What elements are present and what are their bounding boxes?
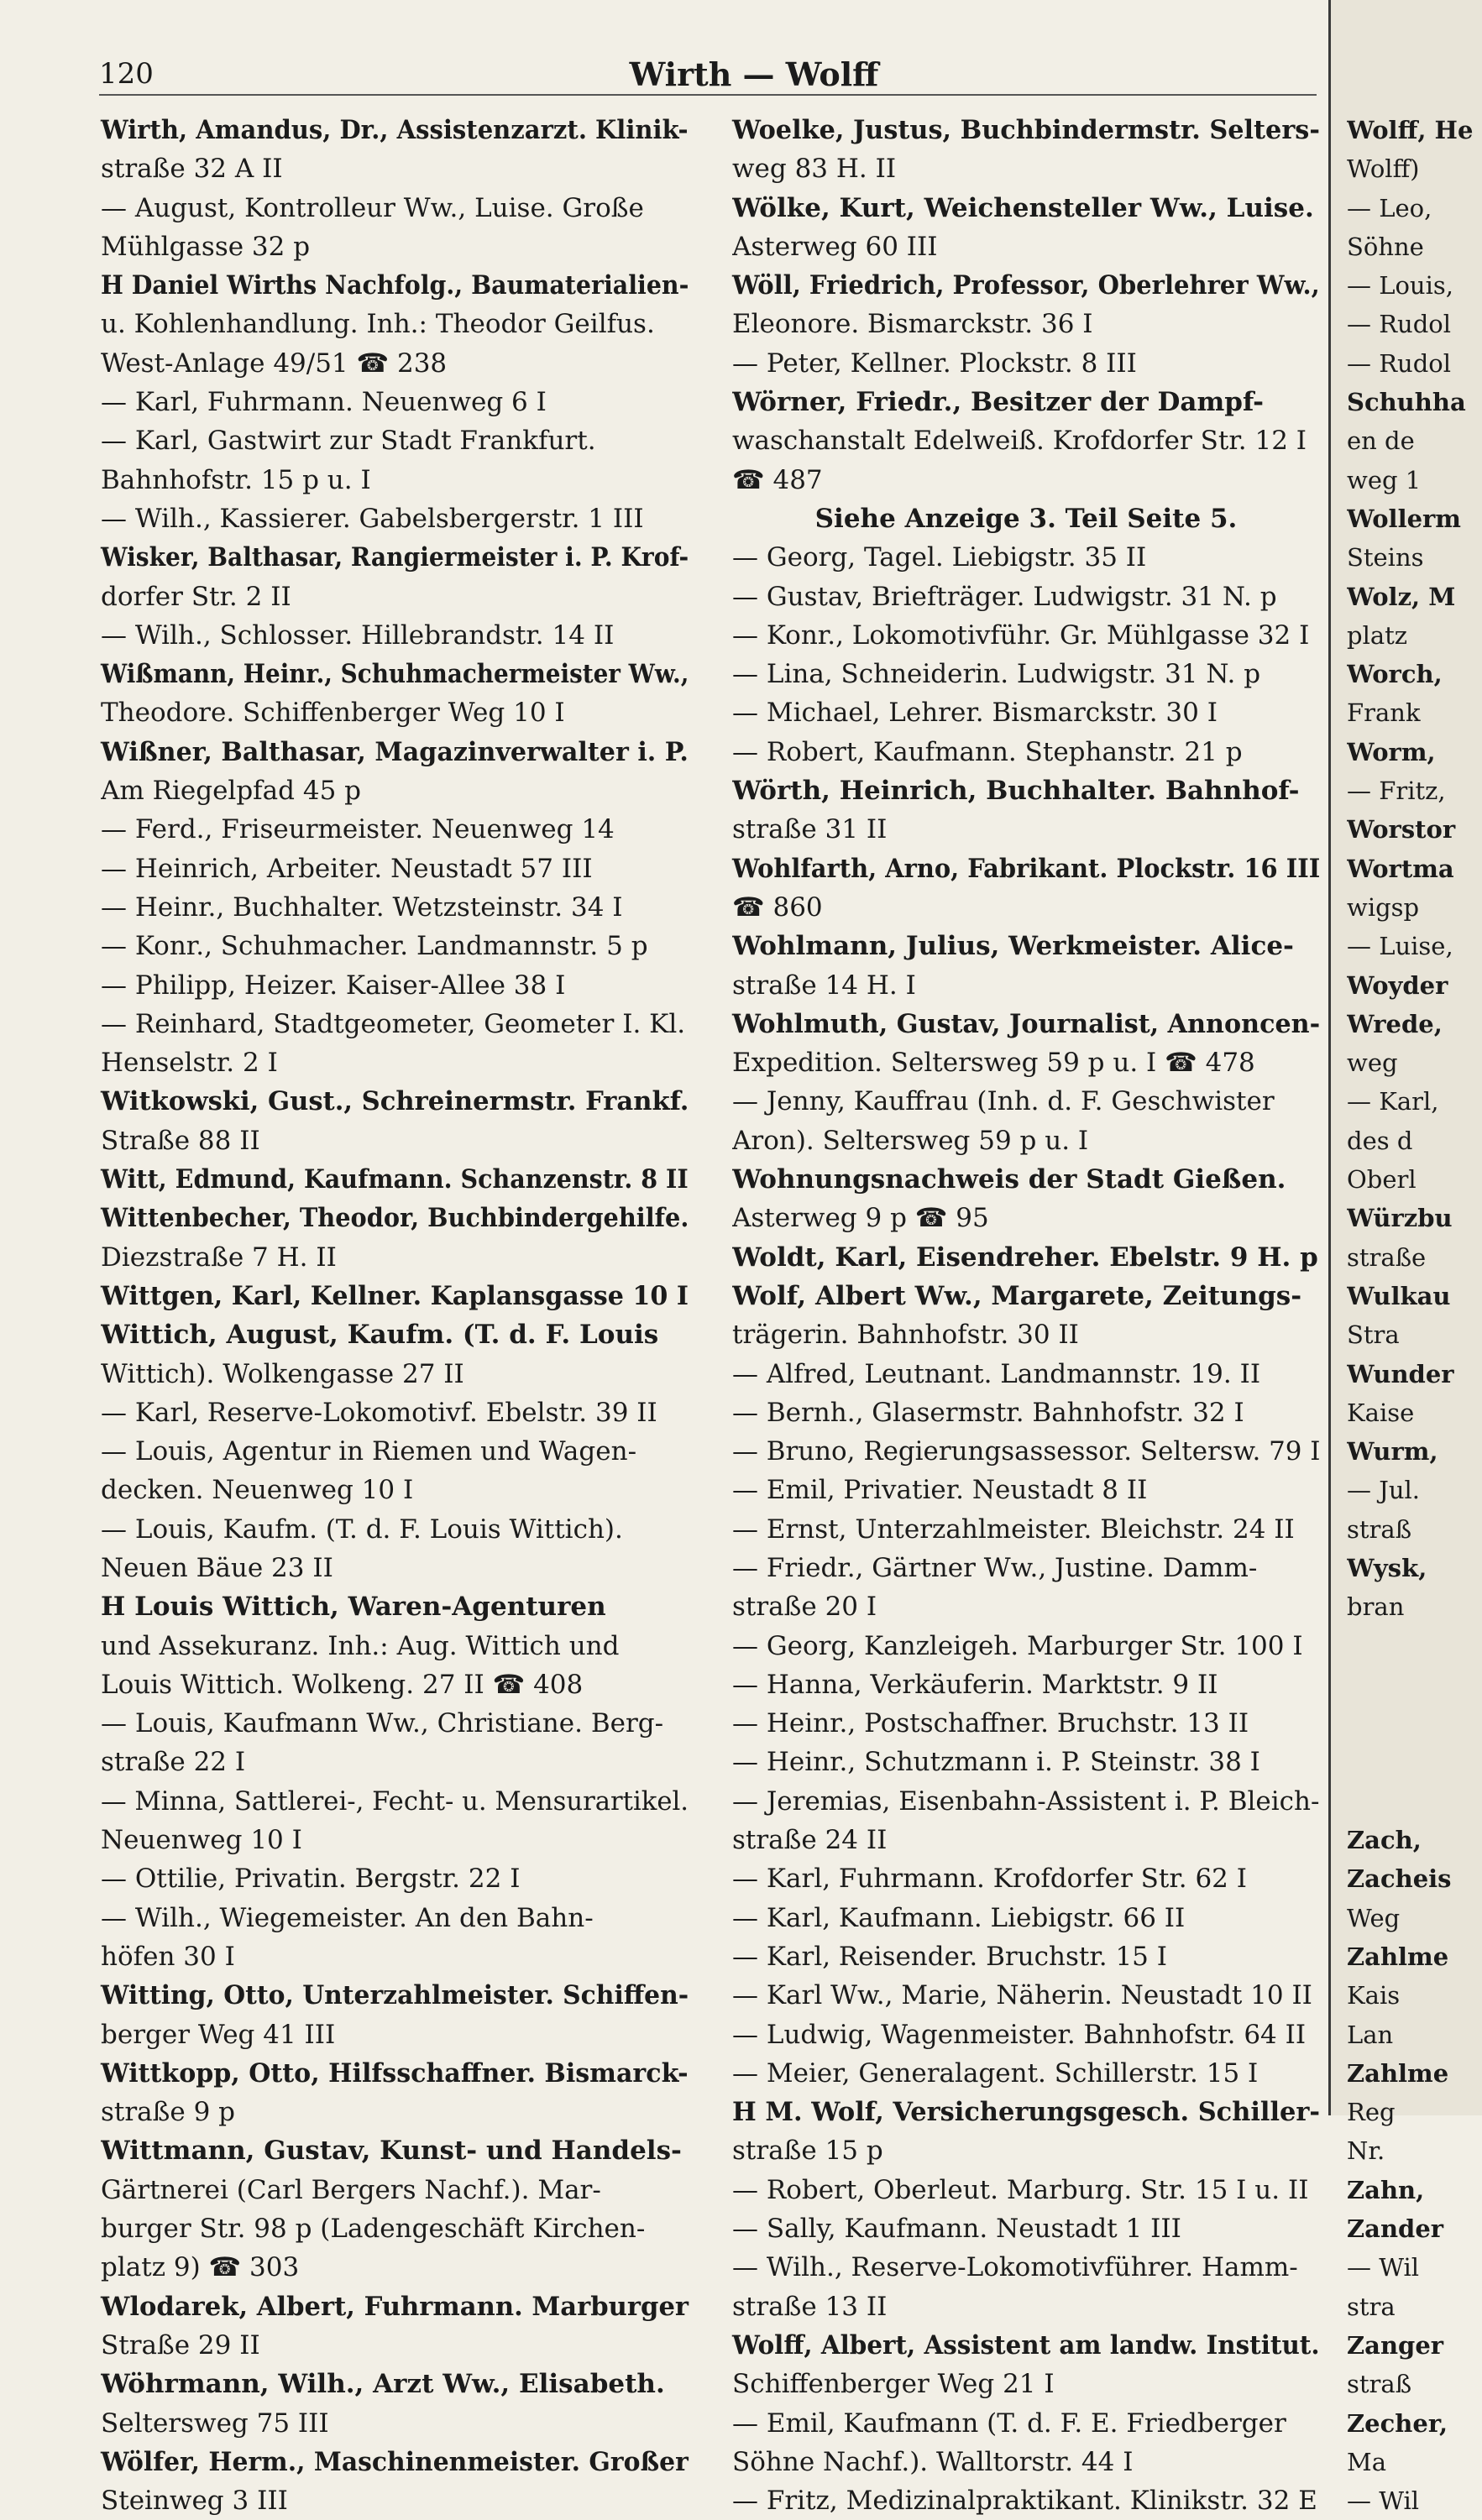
- adjacent-page-column: [1347, 111, 1482, 2520]
- entry-line: Worch,: [1347, 660, 1443, 689]
- entry-line: Diezstraße 7 H. II: [101, 1242, 337, 1273]
- page-header: [99, 50, 1317, 97]
- entry-line: — Ferd., Friseurmeister. Neuenweg 14: [101, 814, 615, 845]
- entry-line: Straße 88 II: [101, 1125, 260, 1156]
- entry-line: Worstor: [1347, 815, 1456, 844]
- entry-line: Zecher,: [1347, 2408, 1448, 2438]
- entry-line: — Karl, Gastwirt zur Stadt Frankfurt.: [101, 426, 596, 457]
- entry-line: Aron). Seltersweg 59 p u. I: [732, 1125, 1089, 1156]
- entry-line: — Reinhard, Stadtgeometer, Geometer I. Kl.: [101, 1008, 686, 1039]
- entry-line: — Heinrich, Arbeiter. Neustadt 57 III: [101, 853, 593, 884]
- entry-line: Witting, Otto, Unterzahlmeister. Schiffen-: [101, 1980, 689, 2011]
- entry-line: — Georg, Kanzleigeh. Marburger Str. 100 I: [732, 1630, 1303, 1661]
- entry-line: Louis Wittich. Wolkeng. 27 II ☎ 408: [101, 1669, 584, 1700]
- left-column: [101, 111, 689, 2520]
- entry-line: — Wilh., Reserve-Lokomotivführer. Hamm-: [732, 2252, 1298, 2283]
- entry-line: — Karl, Reisender. Bruchstr. 15 I: [732, 1941, 1167, 1972]
- entry-line: weg 1: [1347, 465, 1422, 494]
- entry-line: ☎ 860: [732, 891, 823, 923]
- entry-line: — Leo,: [1347, 193, 1432, 222]
- entry-line: Wysk,: [1347, 1553, 1427, 1582]
- entry-line: Reg: [1347, 2098, 1396, 2127]
- entry-line: burger Str. 98 p (Ladengeschäft Kirchen-: [101, 2214, 646, 2245]
- entry-line: Zahlme: [1347, 2058, 1449, 2088]
- entry-line: Wißner, Balthasar, Magazinverwalter i. P.: [101, 736, 689, 767]
- entry-line: — Hanna, Verkäuferin. Marktstr. 9 II: [732, 1669, 1218, 1700]
- entry-line: platz 9) ☎ 303: [101, 2252, 300, 2283]
- entry-line: Zach,: [1347, 1826, 1422, 1855]
- entry-line: Wohlmann, Julius, Werkmeister. Alice-: [732, 931, 1294, 962]
- entry-line: — August, Kontrolleur Ww., Luise. Große: [101, 192, 644, 223]
- entry-line: Witkowski, Gust., Schreinermstr. Frankf.: [101, 1086, 689, 1117]
- entry-line: ☎ 487: [732, 464, 823, 495]
- entry-line: — Rudol: [1347, 348, 1452, 378]
- entry-line: — Wilh., Wiegemeister. An den Bahn-: [101, 1902, 594, 1933]
- entry-line: — Peter, Kellner. Plockstr. 8 III: [732, 348, 1137, 379]
- entry-line: Schiffenberger Weg 21 I: [732, 2369, 1055, 2400]
- entry-line: Wlodarek, Albert, Fuhrmann. Marburger: [101, 2291, 689, 2322]
- entry-line: — Karl, Reserve-Lokomotivf. Ebelstr. 39 II: [101, 1397, 657, 1428]
- entry-line: — Bruno, Regierungsassessor. Seltersw. 79 I: [732, 1436, 1321, 1467]
- entry-line: straß: [1347, 1514, 1412, 1544]
- entry-line: decken. Neuenweg 10 I: [101, 1475, 414, 1506]
- entry-line: waschanstalt Edelweiß. Krofdorfer Str. 12 I: [732, 426, 1307, 457]
- entry-line: — Louis, Agentur in Riemen und Wagen-: [101, 1436, 637, 1467]
- entry-line: Wölfer, Herm., Maschinenmeister. Großer: [101, 2446, 689, 2477]
- entry-line: [1347, 1665, 1482, 1704]
- entry-line: Wittich, August, Kaufm. (T. d. F. Louis: [101, 1320, 659, 1351]
- entry-line: — Bernh., Glasermstr. Bahnhofstr. 32 I: [732, 1397, 1244, 1428]
- entry-line: Wittgen, Karl, Kellner. Kaplansgasse 10 I: [101, 1280, 689, 1311]
- entry-line: Wißmann, Heinr., Schuhmachermeister Ww.,: [101, 659, 689, 690]
- entry-line: — Lina, Schneiderin. Ludwigstr. 31 N. p: [732, 659, 1261, 690]
- entry-line: Steins: [1347, 543, 1424, 572]
- entry-line: Wulkau: [1347, 1281, 1451, 1310]
- entry-line: straße 13 II: [732, 2291, 888, 2322]
- entry-line: Kais: [1347, 1981, 1401, 2010]
- running-title: Wirth — Wolff: [629, 55, 879, 93]
- entry-line: Wörner, Friedr., Besitzer der Dampf-: [732, 387, 1265, 418]
- entry-line: Asterweg 60 III: [732, 231, 938, 262]
- entry-line: Wolff, Albert, Assistent am landw. Institut.: [732, 2329, 1320, 2361]
- entry-line: — Emil, Kaufmann (T. d. F. E. Friedberger: [732, 2408, 1286, 2439]
- entry-line: Weg: [1347, 1903, 1401, 1932]
- entry-line: H Louis Wittich, Waren-Agenturen: [101, 1592, 606, 1623]
- entry-line: bran: [1347, 1592, 1405, 1622]
- middle-column: [732, 111, 1320, 2520]
- entry-line: Theodore. Schiffenberger Weg 10 I: [101, 698, 565, 729]
- entry-line: [1347, 1704, 1482, 1743]
- entry-line: — Fritz, Medizinalpraktikant. Klinikstr. 32 E: [732, 2486, 1317, 2517]
- entry-line: — Robert, Kaufmann. Stephanstr. 21 p: [732, 736, 1243, 767]
- entry-line: — Luise,: [1347, 932, 1453, 961]
- entry-line: Wohlfarth, Arno, Fabrikant. Plockstr. 16 III: [732, 853, 1321, 884]
- entry-line: Schuhha: [1347, 388, 1466, 417]
- entry-line: Wittich). Wolkengasse 27 II: [101, 1358, 464, 1389]
- entry-line: — Ludwig, Wagenmeister. Bahnhofstr. 64 II: [732, 2019, 1307, 2050]
- entry-line: Am Riegelpfad 45 p: [101, 776, 361, 807]
- entry-line: — Wil: [1347, 2486, 1420, 2516]
- entry-line: [1347, 1743, 1482, 1781]
- entry-line: Bahnhofstr. 15 p u. I: [101, 464, 371, 495]
- entry-line: wigsp: [1347, 892, 1420, 922]
- entry-line: straße 9 p: [101, 2097, 235, 2128]
- entry-line: Oberl: [1347, 1165, 1417, 1195]
- entry-line: — Sally, Kaufmann. Neustadt 1 III: [732, 2214, 1181, 2245]
- entry-line: West-Anlage 49/51 ☎ 238: [101, 348, 448, 379]
- entry-line: — Robert, Oberleut. Marburg. Str. 15 I u. II: [732, 2174, 1309, 2205]
- entry-line: Zahlme: [1347, 1942, 1449, 1971]
- entry-line: Zander: [1347, 2214, 1444, 2244]
- entry-line: Frank: [1347, 698, 1421, 728]
- entry-line: straße 14 H. I: [732, 970, 916, 1001]
- entry-line: — Ottilie, Privatin. Bergstr. 22 I: [101, 1864, 521, 1895]
- page-number: 120: [99, 57, 154, 91]
- entry-line: straße 22 I: [101, 1747, 246, 1778]
- entry-line: Zanger: [1347, 2330, 1444, 2360]
- entry-line: berger Weg 41 III: [101, 2019, 336, 2050]
- entry-line: Wittkopp, Otto, Hilfsschaffner. Bismarck-: [101, 2057, 689, 2089]
- entry-line: [1347, 1782, 1482, 1821]
- entry-line: Wöhrmann, Wilh., Arzt Ww., Elisabeth.: [101, 2369, 665, 2400]
- entry-line: Wolf, Albert Ww., Margarete, Zeitungs-: [732, 1280, 1302, 1311]
- entry-line: Stra: [1347, 1320, 1400, 1350]
- entry-line: straße 24 II: [732, 1825, 888, 1856]
- entry-line: — Fritz,: [1347, 776, 1446, 806]
- entry-line: trägerin. Bahnhofstr. 30 II: [732, 1320, 1079, 1351]
- entry-line: — Meier, Generalagent. Schillerstr. 15 I: [732, 2057, 1259, 2089]
- entry-line: — Georg, Tagel. Liebigstr. 35 II: [732, 542, 1147, 573]
- entry-line: — Louis,: [1347, 271, 1453, 301]
- entry-line: straß: [1347, 2370, 1412, 2399]
- entry-line: Wittenbecher, Theodor, Buchbindergehilfe.: [101, 1203, 689, 1234]
- entry-line: Wölke, Kurt, Weichensteller Ww., Luise.: [732, 192, 1314, 223]
- entry-line: dorfer Str. 2 II: [101, 581, 291, 612]
- entry-line: Zahn,: [1347, 2175, 1425, 2204]
- entry-line: Wohnungsnachweis der Stadt Gießen.: [732, 1164, 1286, 1195]
- entry-line: Henselstr. 2 I: [101, 1048, 278, 1079]
- entry-line: — Louis, Kaufm. (T. d. F. Louis Wittich).: [101, 1514, 623, 1545]
- entry-line: platz: [1347, 620, 1408, 650]
- entry-line: Wurm,: [1347, 1437, 1438, 1467]
- entry-line: — Rudol: [1347, 310, 1452, 339]
- entry-line: H M. Wolf, Versicherungsgesch. Schiller-: [732, 2097, 1321, 2128]
- entry-line: Mühlgasse 32 p: [101, 231, 311, 262]
- entry-line: — Wilh., Kassierer. Gabelsbergerstr. 1 III: [101, 503, 644, 534]
- entry-line: Wolff): [1347, 154, 1420, 184]
- entry-line: — Alfred, Leutnant. Landmannstr. 19. II: [732, 1358, 1261, 1389]
- entry-line: — Jenny, Kauffrau (Inh. d. F. Geschwister: [732, 1086, 1275, 1117]
- entry-line: en de: [1347, 426, 1415, 456]
- entry-line: — Konr., Schuhmacher. Landmannstr. 5 p: [101, 931, 648, 962]
- entry-line: — Louis, Kaufmann Ww., Christiane. Berg-: [101, 1708, 664, 1739]
- entry-line: straße 31 II: [732, 814, 888, 845]
- entry-line: Worm,: [1347, 737, 1436, 766]
- entry-line: höfen 30 I: [101, 1941, 235, 1972]
- entry-line: — Karl, Fuhrmann. Neuenweg 6 I: [101, 387, 547, 418]
- entry-line: — Karl, Kaufmann. Liebigstr. 66 II: [732, 1902, 1186, 1933]
- entry-line: — Karl Ww., Marie, Näherin. Neustadt 10 II: [732, 1980, 1312, 2011]
- entry-line: weg 83 H. II: [732, 154, 897, 185]
- entry-line: — Jeremias, Eisenbahn-Assistent i. P. Bleich-: [732, 1785, 1320, 1817]
- entry-line: — Karl,: [1347, 1087, 1439, 1116]
- entry-line: Wörth, Heinrich, Buchhalter. Bahnhof-: [732, 776, 1300, 807]
- entry-line: — Heinr., Buchhalter. Wetzsteinstr. 34 I: [101, 891, 623, 923]
- entry-line: — Minna, Sattlerei-, Fecht- u. Mensurartikel.: [101, 1785, 689, 1817]
- entry-line: straße: [1347, 1242, 1427, 1272]
- entry-line: — Wil: [1347, 2253, 1420, 2282]
- entry-line: Wollerm: [1347, 504, 1461, 533]
- entry-line: — Friedr., Gärtner Ww., Justine. Damm-: [732, 1552, 1258, 1583]
- entry-line: stra: [1347, 2292, 1396, 2321]
- entry-line: Asterweg 9 p ☎ 95: [732, 1203, 989, 1234]
- entry-line: straße 15 p: [732, 2136, 883, 2167]
- entry-line: Söhne Nachf.). Walltorstr. 44 I: [732, 2446, 1134, 2477]
- entry-line: Wunder: [1347, 1359, 1454, 1388]
- entry-line: — Michael, Lehrer. Bismarckstr. 30 I: [732, 698, 1218, 729]
- entry-line: Söhne: [1347, 232, 1424, 261]
- entry-line: Nr.: [1347, 2136, 1385, 2166]
- entry-line: — Ernst, Unterzahlmeister. Bleichstr. 24 II: [732, 1514, 1295, 1545]
- entry-line: Neuen Bäue 23 II: [101, 1552, 333, 1583]
- entry-line: — Heinr., Postschaffner. Bruchstr. 13 II: [732, 1708, 1249, 1739]
- entry-line: Siehe Anzeige 3. Teil Seite 5.: [814, 503, 1238, 534]
- entry-line: Steinweg 3 III: [101, 2486, 288, 2517]
- entry-line: Wittmann, Gustav, Kunst- und Handels-: [101, 2136, 682, 2167]
- entry-line: — Karl, Fuhrmann. Krofdorfer Str. 62 I: [732, 1864, 1248, 1895]
- entry-line: weg: [1347, 1048, 1398, 1078]
- entry-line: Ma: [1347, 2447, 1386, 2476]
- entry-line: Wortma: [1347, 854, 1454, 883]
- entry-line: Würzbu: [1347, 1204, 1453, 1233]
- entry-line: Gärtnerei (Carl Bergers Nachf.). Mar-: [101, 2174, 601, 2205]
- entry-line: — Konr., Lokomotivführ. Gr. Mühlgasse 32 I: [732, 620, 1310, 651]
- entry-line: Eleonore. Bismarckstr. 36 I: [732, 309, 1093, 340]
- entry-line: des d: [1347, 1126, 1413, 1155]
- entry-line: Zacheis: [1347, 1864, 1452, 1894]
- entry-line: Wöll, Friedrich, Professor, Oberlehrer Ww.,: [732, 270, 1320, 301]
- entry-line: Lan: [1347, 2020, 1394, 2049]
- entry-line: Neuenweg 10 I: [101, 1825, 302, 1856]
- entry-line: Witt, Edmund, Kaufmann. Schanzenstr. 8 II: [101, 1164, 689, 1195]
- entry-line: — Philipp, Heizer. Kaiser-Allee 38 I: [101, 970, 566, 1001]
- header-rule: [99, 94, 1317, 96]
- entry-line: H Daniel Wirths Nachfolg., Baumaterialien-: [101, 270, 689, 301]
- entry-line: Seltersweg 75 III: [101, 2408, 329, 2439]
- entry-line: und Assekuranz. Inh.: Aug. Wittich und: [101, 1630, 620, 1661]
- entry-line: Woelke, Justus, Buchbindermstr. Selters-: [732, 115, 1320, 145]
- entry-line: Wolz, M: [1347, 582, 1456, 611]
- entry-line: — Jul.: [1347, 1476, 1421, 1505]
- entry-line: Woldt, Karl, Eisendreher. Ebelstr. 9 H. p: [732, 1242, 1318, 1273]
- entry-line: Straße 29 II: [101, 2329, 260, 2361]
- entry-line: — Heinr., Schutzmann i. P. Steinstr. 38 I: [732, 1747, 1260, 1778]
- entry-line: — Emil, Privatier. Neustadt 8 II: [732, 1475, 1148, 1506]
- entry-line: Wohlmuth, Gustav, Journalist, Annoncen-: [732, 1008, 1321, 1039]
- entry-line: [1347, 1627, 1482, 1665]
- entry-line: — Wilh., Schlosser. Hillebrandstr. 14 II: [101, 620, 615, 651]
- entry-line: — Gustav, Briefträger. Ludwigstr. 31 N. p: [732, 581, 1277, 612]
- entry-line: straße 32 A II: [101, 154, 283, 185]
- entry-line: Wisker, Balthasar, Rangiermeister i. P. Krof-: [101, 542, 689, 573]
- entry-line: u. Kohlenhandlung. Inh.: Theodor Geilfus.: [101, 309, 655, 340]
- entry-line: straße 20 I: [732, 1592, 877, 1623]
- entry-line: Woyder: [1347, 970, 1448, 1000]
- entry-line: Wolff, He: [1347, 116, 1474, 144]
- entry-line: Wirth, Amandus, Dr., Assistenzarzt. Klinik-: [101, 115, 689, 145]
- entry-line: Kaise: [1347, 1398, 1415, 1427]
- entry-line: Expedition. Seltersweg 59 p u. I ☎ 478: [732, 1048, 1255, 1079]
- entry-line: Wrede,: [1347, 1009, 1443, 1038]
